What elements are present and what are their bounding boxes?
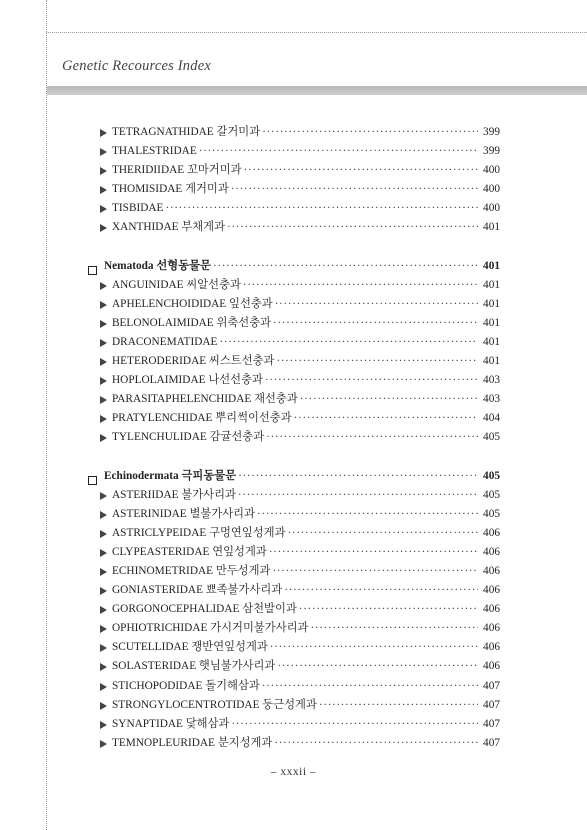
entry-page-number: 401: [483, 355, 500, 368]
index-entry: [86, 276, 500, 295]
index-entry: [86, 486, 500, 505]
section-gap: [86, 238, 500, 257]
entry-label: ASTERIIDAE 불가사리과: [112, 488, 236, 501]
triangle-bullet-icon: [100, 167, 107, 175]
index-entry: [86, 524, 500, 543]
entry-page-number: 406: [483, 641, 500, 654]
triangle-bullet-icon: [100, 205, 107, 213]
entry-page-number: 401: [483, 316, 500, 329]
entry-page-number: 406: [483, 622, 500, 635]
entry-page-number: 404: [483, 412, 500, 425]
dot-leader: [231, 715, 478, 734]
triangle-bullet-icon: [100, 358, 107, 366]
entry-page-number: 406: [483, 584, 500, 597]
index-entry: [86, 600, 500, 619]
triangle-bullet-icon: [100, 625, 107, 633]
entry-page-number: 401: [483, 297, 500, 310]
triangle-bullet-icon: [100, 339, 107, 347]
entry-page-number: 406: [483, 603, 500, 616]
dot-leader: [276, 352, 478, 371]
entry-label: TEMNOPLEURIDAE 분지성게과: [112, 736, 273, 749]
dot-leader: [270, 638, 478, 657]
dot-leader: [262, 123, 478, 142]
index-entry: [86, 371, 500, 390]
triangle-bullet-icon: [100, 549, 107, 557]
index-entry: [86, 581, 500, 600]
dot-leader: [227, 218, 478, 237]
header-bar: [47, 86, 587, 95]
triangle-bullet-icon: [100, 702, 107, 710]
index-entry: [86, 562, 500, 581]
running-header-title: Genetic Recources Index: [62, 58, 211, 74]
entry-label: APHELENCHOIDIDAE 잎선충과: [112, 297, 273, 310]
dot-leader: [277, 657, 478, 676]
triangle-bullet-icon: [100, 683, 107, 691]
index-entry: [86, 696, 500, 715]
index-list: [86, 123, 500, 753]
index-entry: [86, 295, 500, 314]
entry-label: TETRAGNATHIDAE 갈거미과: [112, 126, 261, 138]
dot-leader: [319, 696, 478, 715]
triangle-bullet-icon: [100, 377, 107, 385]
dot-leader: [299, 600, 478, 619]
entry-page-number: 405: [483, 507, 500, 520]
index-entry: [86, 734, 500, 753]
index-entry: [86, 161, 500, 180]
heading-page-number: 401: [483, 259, 500, 272]
section-gap: [86, 448, 500, 467]
index-entry: [86, 314, 500, 333]
dot-leader: [238, 486, 478, 505]
index-entry: [86, 677, 500, 696]
dot-leader: [243, 276, 478, 295]
index-entry: [86, 180, 500, 199]
entry-page-number: 401: [483, 335, 500, 348]
top-dotted-line: [46, 32, 587, 33]
triangle-bullet-icon: [100, 129, 107, 137]
dot-leader: [284, 581, 478, 600]
entry-label: SYNAPTIDAE 닻해삼과: [112, 717, 230, 730]
triangle-bullet-icon: [100, 415, 107, 423]
triangle-bullet-icon: [100, 568, 107, 576]
dot-leader: [244, 161, 478, 180]
index-entry: [86, 428, 500, 447]
entry-page-number: 400: [483, 164, 500, 177]
triangle-bullet-icon: [100, 396, 107, 404]
entry-label: GORGONOCEPHALIDAE 삼천발이과: [112, 603, 297, 616]
triangle-bullet-icon: [100, 282, 107, 290]
heading-label: Nematoda 선형동물문: [104, 259, 211, 272]
index-entry: [86, 333, 500, 352]
index-entry: [86, 543, 500, 562]
entry-page-number: 407: [483, 717, 500, 730]
entry-page-number: 399: [483, 145, 500, 158]
dot-leader: [274, 734, 478, 753]
page-number: – xxxii –: [270, 766, 317, 778]
dot-leader: [265, 371, 478, 390]
index-entry: [86, 619, 500, 638]
triangle-bullet-icon: [100, 530, 107, 538]
entry-label: TYLENCHULIDAE 감귤선충과: [112, 431, 265, 444]
index-entry: [86, 352, 500, 371]
dot-leader: [310, 619, 478, 638]
index-entry: [86, 390, 500, 409]
entry-label: THERIDIIDAE 꼬마거미과: [112, 164, 242, 177]
dot-leader: [272, 562, 478, 581]
entry-page-number: 403: [483, 393, 500, 406]
triangle-bullet-icon: [100, 606, 107, 614]
index-entry: [86, 657, 500, 676]
entry-page-number: 405: [483, 431, 500, 444]
entry-label: THOMISIDAE 게거미과: [112, 183, 229, 196]
entry-page-number: 405: [483, 488, 500, 501]
dot-leader: [287, 524, 478, 543]
dot-leader: [269, 543, 478, 562]
entry-page-number: 399: [483, 126, 500, 138]
dot-leader: [199, 142, 478, 161]
index-entry: [86, 218, 500, 237]
entry-label: TISBIDAE: [112, 202, 164, 215]
entry-page-number: 406: [483, 545, 500, 558]
dot-leader: [273, 314, 478, 333]
entry-page-number: 403: [483, 374, 500, 387]
triangle-bullet-icon: [100, 511, 107, 519]
triangle-bullet-icon: [100, 148, 107, 156]
entry-label: ECHINOMETRIDAE 만두성게과: [112, 564, 271, 577]
dot-leader: [231, 180, 478, 199]
entry-label: ASTERINIDAE 별불가사리과: [112, 507, 255, 520]
entry-label: GONIASTERIDAE 뾰족불가사리과: [112, 584, 283, 597]
triangle-bullet-icon: [100, 492, 107, 500]
index-heading: [86, 257, 500, 276]
triangle-bullet-icon: [100, 224, 107, 232]
index-heading: [86, 467, 500, 486]
margin-dotted-line: [46, 0, 47, 830]
entry-page-number: 400: [483, 202, 500, 215]
entry-page-number: 406: [483, 526, 500, 539]
entry-page-number: 400: [483, 183, 500, 196]
heading-page-number: 405: [483, 469, 500, 482]
dot-leader: [275, 295, 478, 314]
entry-page-number: 407: [483, 679, 500, 692]
entry-label: SOLASTERIDAE 햇님불가사리과: [112, 660, 276, 673]
entry-label: DRACONEMATIDAE: [112, 335, 218, 348]
index-entry: [86, 505, 500, 524]
entry-page-number: 406: [483, 660, 500, 673]
triangle-bullet-icon: [100, 320, 107, 328]
checkbox-square-icon: [88, 476, 97, 485]
entry-label: CLYPEASTERIDAE 연잎성게과: [112, 545, 267, 558]
dot-leader: [262, 677, 478, 696]
entry-label: ANGUINIDAE 씨알선충과: [112, 278, 241, 291]
index-entry: [86, 638, 500, 657]
entry-label: OPHIOTRICHIDAE 가시거미불가사리과: [112, 622, 309, 635]
triangle-bullet-icon: [100, 663, 107, 671]
checkbox-square-icon: [88, 266, 97, 275]
index-entry: [86, 199, 500, 218]
index-entry: [86, 142, 500, 161]
triangle-bullet-icon: [100, 644, 107, 652]
entry-label: PRATYLENCHIDAE 뿌리썩이선충과: [112, 412, 292, 425]
entry-label: HETERODERIDAE 씨스트선충과: [112, 355, 275, 368]
triangle-bullet-icon: [100, 434, 107, 442]
index-entry: [86, 123, 500, 142]
entry-label: ASTRICLYPEIDAE 구멍연잎성게과: [112, 526, 286, 539]
entry-page-number: 401: [483, 221, 500, 234]
entry-label: HOPLOLAIMIDAE 나선선충과: [112, 374, 263, 387]
dot-leader: [165, 199, 478, 218]
triangle-bullet-icon: [100, 587, 107, 595]
entry-page-number: 407: [483, 736, 500, 749]
index-entry: [86, 715, 500, 734]
entry-label: SCUTELLIDAE 쟁반연잎성게과: [112, 641, 268, 654]
triangle-bullet-icon: [100, 301, 107, 309]
entry-page-number: 406: [483, 564, 500, 577]
entry-label: BELONOLAIMIDAE 위축선충과: [112, 316, 272, 329]
triangle-bullet-icon: [100, 740, 107, 748]
index-entry: [86, 409, 500, 428]
dot-leader: [257, 505, 478, 524]
heading-label: Echinodermata 극피동물문: [104, 469, 237, 482]
entry-label: PARASITAPHELENCHIDAE 재선충과: [112, 393, 298, 406]
entry-page-number: 401: [483, 278, 500, 291]
dot-leader: [266, 428, 478, 447]
entry-label: XANTHIDAE 부채게과: [112, 221, 225, 234]
dot-leader: [294, 409, 478, 428]
triangle-bullet-icon: [100, 721, 107, 729]
dot-leader: [213, 257, 478, 276]
dot-leader: [300, 390, 478, 409]
dot-leader: [219, 333, 478, 352]
triangle-bullet-icon: [100, 186, 107, 194]
dot-leader: [238, 467, 478, 486]
entry-page-number: 407: [483, 698, 500, 711]
entry-label: THALESTRIDAE: [112, 145, 197, 158]
entry-label: STRONGYLOCENTROTIDAE 둥근성게과: [112, 698, 317, 711]
entry-label: STICHOPODIDAE 돌기해삼과: [112, 679, 260, 692]
